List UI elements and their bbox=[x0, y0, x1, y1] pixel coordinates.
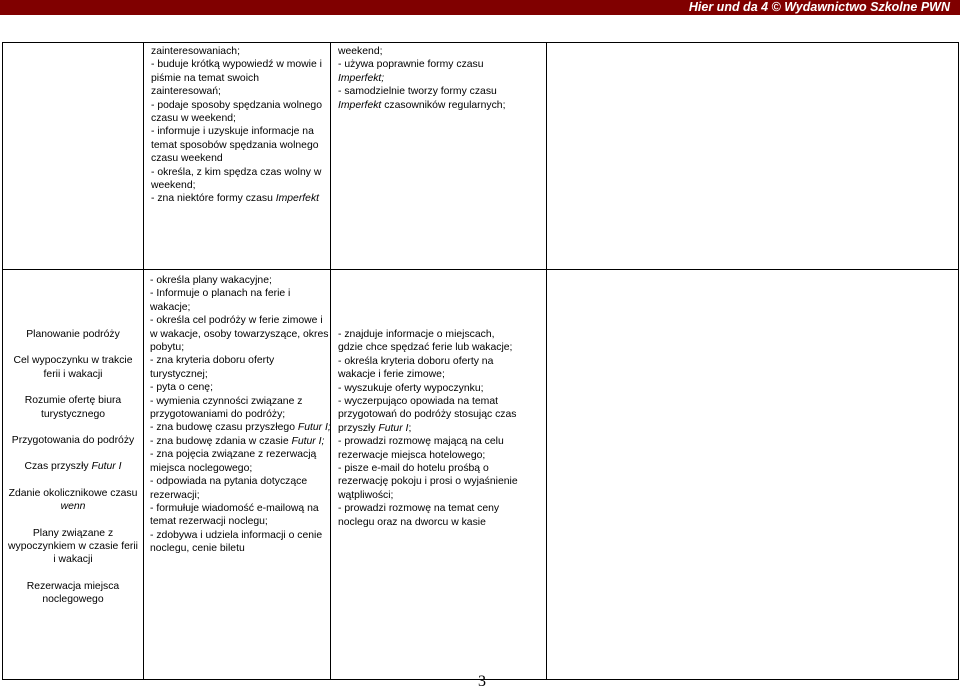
list-line: noclegu, cenie biletu bbox=[150, 543, 245, 555]
tense-name: Futur I bbox=[91, 461, 122, 473]
list-line: - informuje i uzyskuje informacje na bbox=[151, 126, 314, 138]
list-line: przygotowaniami do podróży; bbox=[150, 409, 286, 421]
list-line: - zdobywa i udziela informacji o cenie bbox=[150, 529, 323, 541]
curriculum-table bbox=[2, 42, 959, 680]
list-line: piśmie na temat swoich bbox=[151, 72, 259, 84]
list-line: weekend; bbox=[151, 180, 196, 192]
topic-vacation-goal: Cel wypoczynku w trakcie ferii i wakacji bbox=[13, 355, 133, 380]
topic-preparations: Przygotowania do podróży bbox=[11, 435, 135, 447]
tense-name: Imperfekt bbox=[338, 99, 382, 111]
notes-cell bbox=[547, 270, 959, 680]
list-line: - wyszukuje oferty wypoczynku; bbox=[338, 382, 484, 394]
table-row bbox=[3, 270, 959, 680]
list-line: przygotowań do podróży stosując czas bbox=[338, 409, 517, 421]
list-line: - zna pojęcia związane z rezerwacją bbox=[150, 449, 317, 461]
list-line: temat rezerwacji noclegu; bbox=[150, 516, 268, 528]
notes-cell bbox=[547, 43, 959, 270]
table-row bbox=[3, 43, 959, 270]
page-number: 3 bbox=[478, 673, 486, 690]
list-line: rezerwacji; bbox=[150, 489, 200, 501]
tense-name: Futur I bbox=[378, 422, 409, 434]
topic-future-tense bbox=[7, 460, 139, 473]
document-header: Hier und da 4 © Wydawnictwo Szkolne PWN bbox=[0, 0, 960, 15]
line-text: - zna budowę czasu przyszłego bbox=[150, 422, 298, 434]
list-line: - samodzielnie tworzy formy czasu bbox=[338, 86, 497, 98]
tense-name: Imperfekt; bbox=[338, 72, 385, 84]
topic-holiday-plans: Plany związane z wypoczynkiem w czasie ferii i wakacji bbox=[8, 527, 138, 566]
list-line: - prowadzi rozmowę mającą na celu bbox=[338, 436, 504, 448]
list-line: - pyta o cenę; bbox=[150, 382, 213, 394]
list-line: temat sposobów spędzania wolnego bbox=[151, 139, 319, 151]
tense-name: Imperfekt bbox=[275, 193, 320, 205]
list-line bbox=[151, 192, 324, 205]
list-line: zainteresowaniach; bbox=[151, 46, 240, 57]
topic-wenn bbox=[7, 500, 139, 513]
list-line bbox=[150, 435, 326, 448]
list-line: wakacje i ferie zimowe; bbox=[338, 369, 445, 381]
list-line: - prowadzi rozmowę na temat ceny bbox=[338, 503, 500, 515]
requirements-basic-cell bbox=[144, 43, 331, 270]
list-line: - określa cel podróży w ferie zimowe i bbox=[150, 315, 323, 327]
list-line: zainteresowań; bbox=[151, 86, 221, 98]
line-text: - zna niektóre formy czasu bbox=[151, 193, 276, 205]
list-line: - podaje sposoby spędzania wolnego bbox=[151, 99, 322, 111]
list-line: turystycznej; bbox=[150, 368, 208, 380]
list-line: gdzie chce spędzać ferie lub wakacje; bbox=[338, 342, 513, 354]
list-line bbox=[338, 99, 540, 112]
line-text: przyszły bbox=[338, 422, 379, 434]
topic-planning: Planowanie podróży bbox=[26, 329, 120, 340]
topic-cell bbox=[3, 43, 144, 270]
line-text: czasowników regularnych; bbox=[381, 99, 506, 111]
list-line bbox=[150, 421, 331, 434]
list-line: - używa poprawnie formy czasu bbox=[338, 59, 484, 71]
list-line: - Informuje o planach na ferie i bbox=[150, 288, 291, 300]
tense-name: Futur I; bbox=[297, 422, 331, 434]
list-line: rezerwację pokoju i prosi o wyjaśnienie bbox=[338, 476, 518, 488]
list-line: w wakacje, osoby towarzyszące, okres bbox=[150, 328, 329, 340]
list-line: - odpowiada na pytania dotyczące bbox=[150, 476, 308, 488]
list-line: miejsca noclegowego; bbox=[150, 462, 253, 474]
list-line: - pisze e-mail do hotelu prośbą o bbox=[338, 463, 489, 475]
tense-name: Futur I; bbox=[291, 435, 325, 447]
requirements-extended-cell bbox=[331, 43, 547, 270]
conjunction: wenn bbox=[60, 501, 86, 513]
line-text: ; bbox=[408, 422, 412, 434]
list-line: - buduje krótką wypowiedź w mowie i bbox=[151, 59, 322, 71]
topic-text: Czas przyszły bbox=[24, 461, 92, 473]
list-line bbox=[338, 72, 540, 85]
list-line: wakacje; bbox=[150, 301, 191, 313]
list-line: - znajduje informacje o miejscach, bbox=[338, 329, 495, 340]
list-line: - wymienia czynności związane z bbox=[150, 395, 303, 407]
list-line: pobytu; bbox=[150, 342, 185, 354]
topic-travel-agency: Rozumie ofertę biura turystycznego bbox=[24, 395, 122, 420]
topic-time-clause: Zdanie okolicznikowe czasu bbox=[8, 487, 138, 499]
list-line: rezerwacje miejsca hotelowego; bbox=[338, 449, 486, 461]
list-line: czasu weekend bbox=[151, 153, 223, 165]
line-text: - zna budowę zdania w czasie bbox=[150, 435, 292, 447]
list-line: - wyczerpująco opowiada na temat bbox=[338, 396, 498, 408]
list-line: - określa, z kim spędza czas wolny w bbox=[151, 166, 322, 178]
list-line: noclegu oraz na dworcu w kasie bbox=[338, 516, 486, 528]
requirements-basic-cell bbox=[144, 270, 331, 680]
list-line: wątpliwości; bbox=[338, 489, 394, 501]
list-line: - określa plany wakacyjne; bbox=[150, 275, 272, 286]
list-line bbox=[338, 422, 542, 435]
list-line: - formułuje wiadomość e-mailową na bbox=[150, 502, 319, 514]
list-line: czasu w weekend; bbox=[151, 113, 236, 125]
topic-cell bbox=[3, 270, 144, 680]
requirements-extended-cell bbox=[331, 270, 547, 680]
list-line: - zna kryteria doboru oferty bbox=[150, 355, 275, 367]
list-line: - określa kryteria doboru oferty na bbox=[338, 355, 494, 367]
list-line: weekend; bbox=[338, 46, 383, 57]
topic-booking: Rezerwacja miejsca noclegowego bbox=[26, 580, 120, 606]
